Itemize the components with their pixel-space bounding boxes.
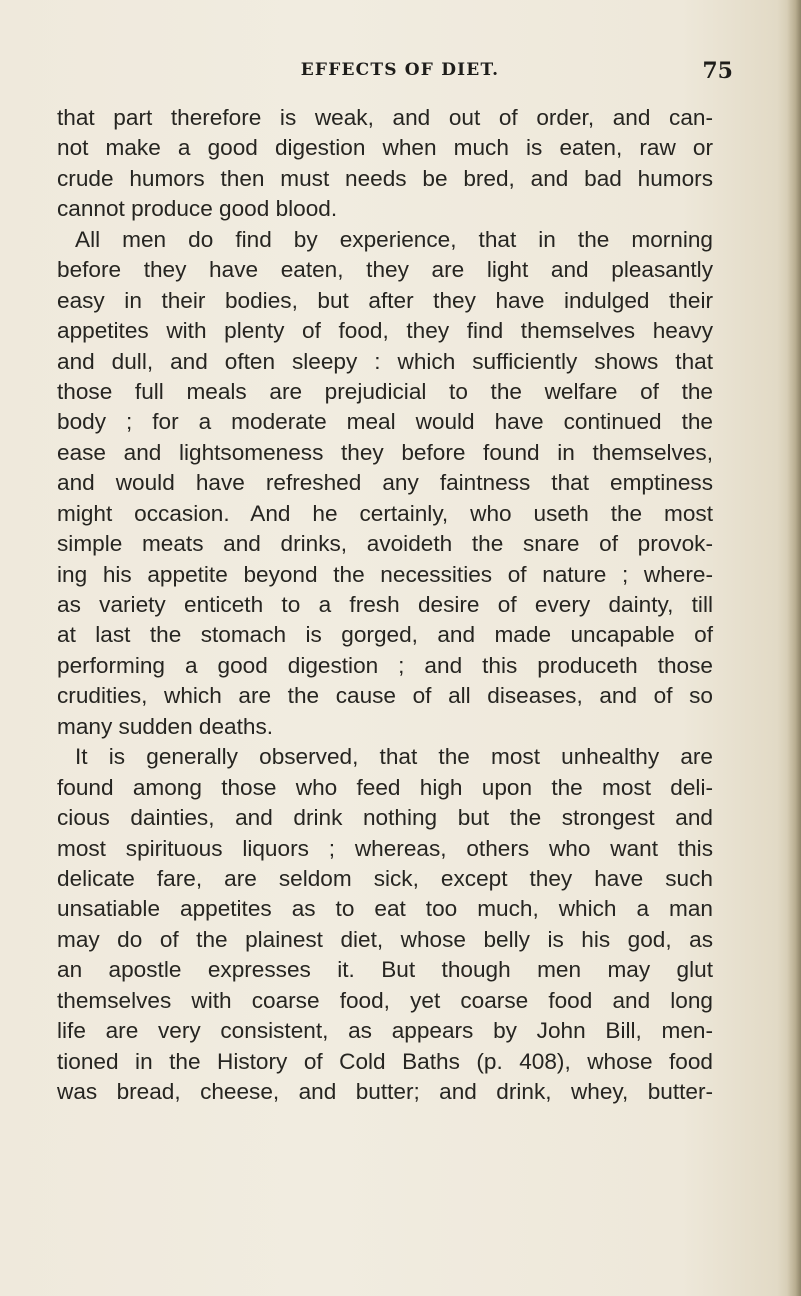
text-line: not make a good digestion when much is eaten, raw or: [57, 135, 713, 161]
text-line: as variety enticeth to a fresh desire of every dainty, till: [57, 592, 713, 617]
text-line: found among those who feed high upon the most deli-: [57, 774, 713, 800]
text-line: most spirituous liquors ; whereas, others who want this: [57, 835, 713, 861]
text-line: themselves with coarse food, yet coarse food and long: [57, 987, 713, 1013]
text-line: crudities, which are the cause of all diseases, and of so: [57, 683, 713, 709]
text-line: crude humors then must needs be bred, and bad humors: [57, 165, 713, 191]
text-line: may do of the plainest diet, whose belly is his god, as: [57, 926, 713, 952]
text-line: before they have eaten, they are light and pleasantly: [57, 257, 713, 283]
text-line: and dull, and often sleepy : which sufficiently shows that: [57, 348, 713, 374]
text-line: those full meals are prejudicial to the welfare of the: [57, 378, 713, 404]
text-line: many sudden deaths.: [57, 713, 274, 739]
text-line: performing a good digestion ; and this produceth those: [57, 652, 713, 678]
text-line: All men do find by experience, that in the morning: [75, 226, 713, 252]
text-line: cannot produce good blood.: [57, 196, 338, 222]
text-line: ing his appetite beyond the necessities of nature ; where-: [57, 561, 713, 587]
text-line: It is generally observed, that the most unhealthy are: [75, 744, 713, 770]
body-text: [57, 103, 713, 1107]
text-line: simple meats and drinks, avoideth the snare of provok-: [57, 531, 713, 557]
text-line: at last the stomach is gorged, and made uncapable of: [57, 622, 713, 648]
text-line: an apostle expresses it. But though men may glut: [57, 957, 713, 983]
text-line: unsatiable appetites as to eat too much, which a man: [57, 896, 713, 922]
text-line: tioned in the History of Cold Baths (p. 408), whose food: [57, 1048, 713, 1074]
text-line: cious dainties, and drink nothing but the strongest and: [57, 805, 713, 831]
text-line: might occasion. And he certainly, who useth the most: [57, 500, 713, 526]
text-line: life are very consistent, as appears by John Bill, men-: [57, 1018, 713, 1044]
text-line: was bread, cheese, and butter; and drink, whey, butter-: [57, 1079, 713, 1104]
text-line: delicate fare, are seldom sick, except they have such: [57, 865, 713, 891]
text-line: ease and lightsomeness they before found in themselves,: [57, 439, 713, 465]
text-line: easy in their bodies, but after they have indulged their: [57, 287, 713, 313]
text-line: and would have refreshed any faintness that emptiness: [57, 470, 713, 496]
page-edge-shadow: [787, 0, 801, 1296]
running-head: [60, 58, 740, 90]
text-line: appetites with plenty of food, they find themselves heavy: [57, 318, 713, 344]
page-number: 75: [702, 58, 733, 84]
text-line: body ; for a moderate meal would have continued the: [57, 409, 713, 435]
text-line: that part therefore is weak, and out of order, and can-: [57, 105, 713, 130]
running-title: EFFECTS OF DIET.: [300, 60, 500, 80]
